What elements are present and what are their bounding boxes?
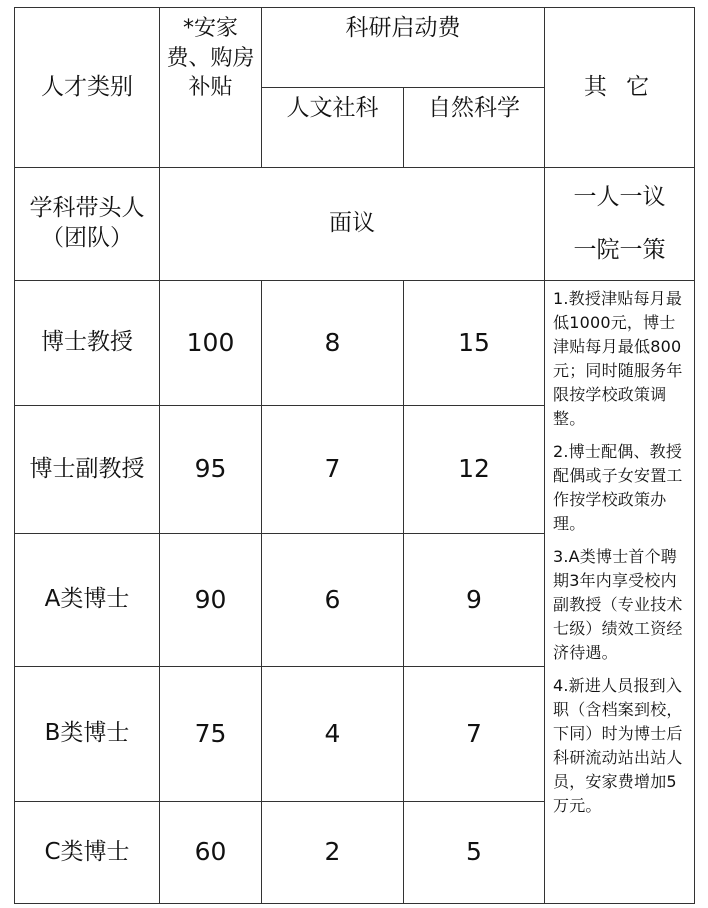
leader-category xyxy=(15,168,160,281)
header-category: 人才类别 xyxy=(15,8,160,168)
note-item: 1.教授津贴每月最低1000元，博士津贴每月最低800元；同时随服务年限按学校政策调整。 xyxy=(553,289,683,428)
note-item: 2.博士配偶、教授配偶或子女安置工作按学校政策办理。 xyxy=(553,442,683,533)
row-category: 博士副教授 xyxy=(15,406,160,534)
talent-policy-table xyxy=(14,7,695,904)
row-humanities: 6 xyxy=(262,534,404,667)
notes-cell xyxy=(545,281,695,904)
note-item: 4.新进人员报到入职（含档案到校，下同）时为博士后科研流动站出站人员，安家费增加5万元。 xyxy=(553,676,683,815)
row-natural-science: 7 xyxy=(404,667,545,802)
row-humanities: 4 xyxy=(262,667,404,802)
leader-category-text: 学科带头人（团队） xyxy=(29,195,145,251)
row-housing: 95 xyxy=(160,406,262,534)
row-housing: 75 xyxy=(160,667,262,802)
leader-other xyxy=(545,168,695,281)
header-humanities: 人文社科 xyxy=(262,88,404,168)
row-category: 博士教授 xyxy=(15,281,160,406)
row-housing: 90 xyxy=(160,534,262,667)
header-natural-science: 自然科学 xyxy=(404,88,545,168)
header-housing xyxy=(160,8,262,168)
row-housing: 60 xyxy=(160,802,262,904)
header-other: 其 它 xyxy=(545,8,695,168)
leader-value: 面议 xyxy=(160,168,545,281)
row-natural-science: 9 xyxy=(404,534,545,667)
row-natural-science: 5 xyxy=(404,802,545,904)
header-housing-text: *安家费、购房补贴 xyxy=(166,16,255,101)
row-category: A类博士 xyxy=(15,534,160,667)
row-natural-science: 12 xyxy=(404,406,545,534)
row-housing: 100 xyxy=(160,281,262,406)
leader-other-line2: 一院一策 xyxy=(573,237,666,263)
row-natural-science: 15 xyxy=(404,281,545,406)
row-humanities: 7 xyxy=(262,406,404,534)
row-category: C类博士 xyxy=(15,802,160,904)
leader-other-line1: 一人一议 xyxy=(573,184,666,211)
header-startup: 科研启动费 xyxy=(262,8,545,88)
table-row xyxy=(15,281,695,406)
row-humanities: 2 xyxy=(262,802,404,904)
note-item: 3.A类博士首个聘期3年内享受校内副教授（专业技术七级）绩效工资经济待遇。 xyxy=(553,547,683,662)
row-category: B类博士 xyxy=(15,667,160,802)
row-humanities: 8 xyxy=(262,281,404,406)
